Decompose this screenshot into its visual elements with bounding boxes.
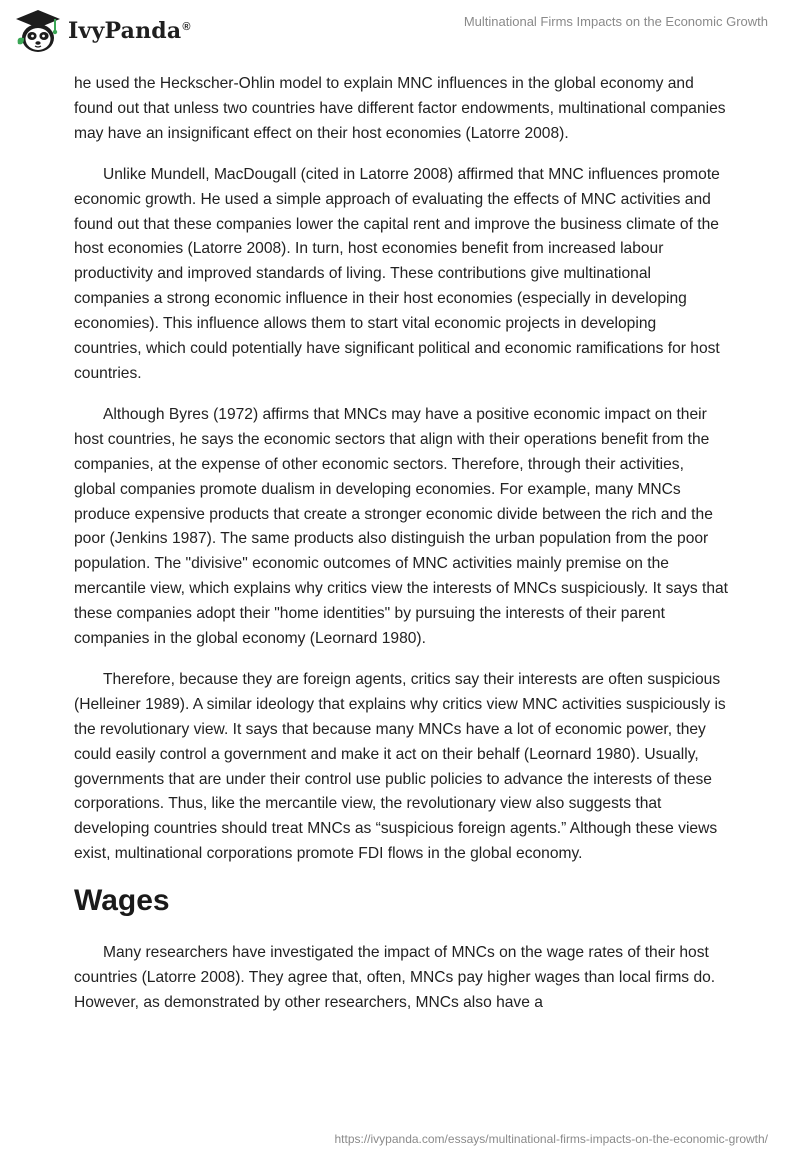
document-title: Multinational Firms Impacts on the Economic Growth xyxy=(463,14,768,29)
section-heading-wages: Wages xyxy=(74,884,170,918)
logo-text: IvyPanda® xyxy=(68,18,191,44)
panda-graduate-icon xyxy=(14,8,62,54)
paragraph-1: he used the Heckscher-Ohlin model to explain MNC influences in the global economy and found out that unless two countries have different factor endowments, multinational companies may have an insignificant effect on their host economies (Latorre 2008). xyxy=(74,75,726,142)
paragraph-2: Unlike Mundell, MacDougall (cited in Latorre 2008) affirmed that MNC influences promote economic growth. He used a simple approach of evaluating the effects of MNC activities and found out that these companies lower the capital rent and improve the business climate of the host economies (Latorre 2008). In turn, host economies benefit from increased labour productivity and improved standards of living. These contributions give multinational companies a strong economic influence in their host economies (especially in developing economies). This influence allows them to start vital economic projects in developing countries, which could potentially have significant political and economic ramifications for host countries. xyxy=(74,165,720,382)
registered-mark: ® xyxy=(182,20,191,33)
essay-content xyxy=(74,72,728,1032)
source-url[interactable]: https://ivypanda.com/essays/multinational-firms-impacts-on-the-economic-growth/ xyxy=(334,1132,768,1146)
paragraph-4: Therefore, because they are foreign agents, critics say their interests are often suspicious (Helleiner 1989). A similar ideology that explains why critics view MNC activities suspiciously is the revolutionary view. It says that because many MNCs have a lot of economic power, they could easily control a government and make it act on their behalf (Leornard 1980). Usually, governments that are under their control use public policies to advance the interests of these corporations. Thus, like the mercantile view, the revolutionary view also suggests that developing countries should treat MNCs as “suspicious foreign agents.” Although these views exist, multinational corporations promote FDI flows in the global economy. xyxy=(74,670,726,863)
ivypanda-logo[interactable] xyxy=(14,6,191,56)
wages-paragraph: Many researchers have investigated the impact of MNCs on the wage rates of their host countries (Latorre 2008). They agree that, often, MNCs pay higher wages than local firms do. However, as demonstrated by other researchers, MNCs also have a xyxy=(74,944,716,1011)
paragraph-3: Although Byres (1972) affirms that MNCs may have a positive economic impact on their host countries, he says the economic sectors that align with their operations benefit from the companies, at the expense of other economic sectors. Therefore, through their activities, global companies promote dualism in developing economies. For example, many MNCs produce expensive products that create a stronger economic divide between the rich and the poor (Jenkins 1987). The same products also distinguish the urban population from the poor population. The "divisive" economic outcomes of MNC activities mainly premise on the mercantile view, which explains why critics view the interests of MNCs suspiciously. It says that these companies adopt their "home identities" by pursuing the interests of their parent companies in the global economy (Leornard 1980). xyxy=(74,405,729,648)
page-header xyxy=(0,0,800,64)
